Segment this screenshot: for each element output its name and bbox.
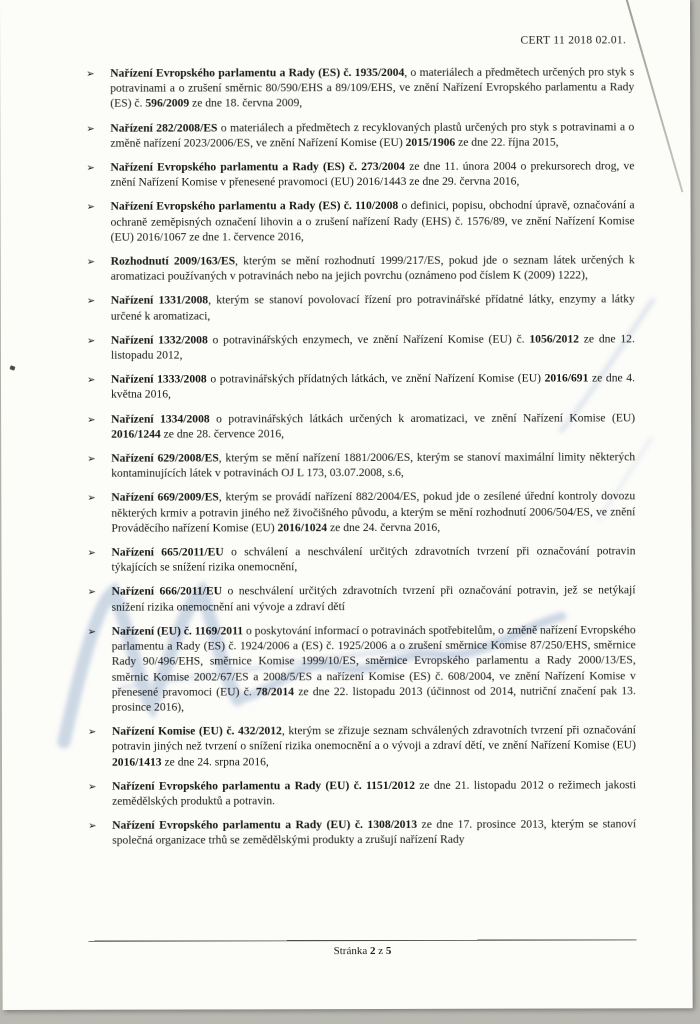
arrow-bullet-icon: ➢ — [86, 162, 95, 174]
list-item-text: Nařízení 666/2011/EU o neschválení určitých zdravotních tvrzení při označování potravin, jež se netýkají snížení rizika onemocnění ani vývoje a zdraví dětí — [111, 583, 636, 614]
list-item — [88, 816, 636, 848]
arrow-bullet-icon: ➢ — [86, 335, 96, 347]
footer-separator: z — [375, 944, 386, 958]
arrow-bullet-icon: ➢ — [87, 587, 96, 599]
document-header — [0, 34, 626, 48]
arrow-bullet-icon: ➢ — [86, 123, 95, 135]
footer-label: Stránka — [333, 945, 370, 958]
list-item — [87, 449, 635, 481]
header-reference-number: CERT 11 2018 02.01. — [520, 34, 627, 47]
list-item-text: Nařízení Evropského parlamentu a Rady (EU) č. 1308/2013 ze dne 17. prosince 2013, kterým se stanoví společná organizace trhů se zemědělskými produkty a zrušují nařízení Rady — [112, 817, 637, 848]
arrow-bullet-icon: ➢ — [88, 781, 97, 793]
list-item — [87, 331, 635, 363]
arrow-bullet-icon: ➢ — [87, 453, 96, 465]
arrow-bullet-icon: ➢ — [86, 375, 96, 387]
list-item — [87, 489, 635, 536]
arrow-bullet-icon: ➢ — [86, 202, 95, 214]
list-item-text: Rozhodnutí 2009/163/ES, kterým se mění rozhodnutí 1999/217/ES, pokud jde o seznam látek určených k aromatizaci používaných v potravinách nebo na jejich povrchu (oznámeno pod číslem K (2009) 1222), — [110, 253, 635, 283]
list-item — [87, 371, 635, 403]
list-item — [87, 410, 635, 442]
arrow-bullet-icon: ➢ — [87, 626, 97, 638]
footer-total-pages: 5 — [385, 944, 392, 957]
list-item — [87, 198, 635, 245]
list-item-text: Nařízení 1332/2008 o potravinářských enzymech, ve znění Nařízení Komise (EU) č. 1056/2012 ze dne 12. listopadu 2012, — [110, 332, 635, 362]
arrow-bullet-icon: ➢ — [88, 820, 97, 832]
list-item-text: Nařízení 665/2011/EU o schválení a neschválení určitých zdravotních tvrzení při označování potravin týkajících se snížení rizika onemocnění, — [111, 544, 636, 574]
list-item-text: Nařízení Evropského parlamentu a Rady (EU) č. 1151/2012 ze dne 21. listopadu 2012 o režimech jakosti zemědělských produktů a potravin. — [112, 778, 637, 808]
list-item-text: Nařízení 1333/2008 o potravinářských přídatných látkách, ve znění Nařízení Komise (EU) 2016/691 ze dne 4. května 2016, — [110, 371, 635, 402]
list-item — [87, 543, 635, 575]
arrow-bullet-icon: ➢ — [87, 547, 96, 559]
list-item — [86, 119, 634, 151]
arrow-bullet-icon: ➢ — [87, 414, 96, 426]
list-item-text: Nařízení Evropského parlamentu a Rady (ES) č. 273/2004 ze dne 11. února 2004 o prekursorech drog, ve znění Nařízení Komise v přenesené pravomoci (EU) 2016/1443 ze dne 29. června 2016, — [110, 159, 635, 189]
list-item — [88, 622, 636, 715]
page-number — [88, 940, 636, 957]
list-item-text: Nařízení 629/2008/ES, kterým se mění nařízení 1881/2006/ES, kterým se stanoví maximální limity některých kontaminujících látek v potravinách OJ L 173, 03.07.2008, s.6, — [111, 450, 636, 480]
list-item — [87, 292, 635, 324]
list-item-text: Nařízení 669/2009/ES, kterým se provádí nařízení 882/2004/ES, pokud jde o zesílené úřední kontroly dovozu některých krmiv a potravin jiného než živočišného původu, a kterým se mění rozhodnutí 2006/504/ES, ve znění Prováděcího nařízení Komise (EU) 2016/1024 ze dne 24. června 2016, — [111, 489, 636, 535]
list-item — [88, 583, 636, 615]
arrow-bullet-icon: ➢ — [86, 68, 95, 80]
regulation-list — [86, 64, 636, 857]
arrow-bullet-icon: ➢ — [87, 726, 97, 738]
document-footer — [88, 939, 636, 957]
list-item-text: Nařízení Komise (EU) č. 432/2012, kterým se zřizuje seznam schválených zdravotních tvrzení při označování potravin jiných než tvrzení o snížení rizika onemocnění a o vývoji a zdraví dětí, ve znění Nařízení Komise (EU) 2016/1413 ze dne 24. srpna 2016, — [111, 723, 636, 769]
list-item — [86, 158, 634, 190]
list-item-text: Nařízení (EU) č. 1169/2011 o poskytování informací o potravinách spotřebitelům, o změně nařízení Evropského parlamentu a Rady (ES) č. 1924/2006 a (ES) č. 1925/2006 a o zrušení směrnice Komise 87/250/EHS, směrnice Rady 90/496/EHS, směrnice Komise 1999/10/ES, směrnice Evropského parlamentu a Rady 2000/13/ES, směrnic Komise 2002/67/ES a 2008/5/ES a nařízení Komise (ES) č. 608/2004, ve znění Nařízení Komise v přenesené pravomoci (EU) č. 78/2014 ze dne 22. listopadu 2013 (účinnost od 2014, nutriční značení pak 13. prosince 2016), — [111, 623, 636, 714]
scan-ink-speck — [9, 365, 15, 370]
list-item-text: Nařízení 1334/2008 o potravinářských látkách určených k aromatizaci, ve znění Nařízení Komise (EU) 2016/1244 ze dne 28. července 2016, — [111, 410, 636, 441]
arrow-bullet-icon: ➢ — [87, 493, 96, 505]
list-item — [86, 64, 634, 111]
arrow-bullet-icon: ➢ — [86, 296, 96, 308]
list-item-text: Nařízení 282/2008/ES o materiálech a předmětech z recyklovaných plastů určených pro styk s potravinami a o změně nařízení 2023/2006/ES, ve znění Nařízení Komise (EU) 2015/1906 ze dne 22. října 2015, — [110, 119, 635, 150]
list-item — [88, 722, 636, 769]
list-item — [87, 252, 635, 284]
list-item-text: Nařízení Evropského parlamentu a Rady (ES) č. 110/2008 o definici, popisu, obchodní úpravě, označování a ochraně zeměpisných označení lihovin a o zrušení nařízení Rady (EHS) č. 1576/89, ve znění Nařízení Komise (EU) 2016/1067 ze dne 1. července 2016, — [110, 198, 635, 244]
arrow-bullet-icon: ➢ — [86, 256, 96, 268]
footer-current-page: 2 — [369, 945, 376, 958]
list-item-text: Nařízení Evropského parlamentu a Rady (ES) č. 1935/2004, o materiálech a předmětech určených pro styk s potravinami a o zrušení směrnic 80/590/EHS a 89/109/EHS, ve znění Nařízení Evropského parlamentu a Rady (ES) č. 596/2009 ze dne 18. června 2009, — [110, 65, 635, 111]
list-item — [88, 777, 636, 809]
list-item-text: Nařízení 1331/2008, kterým se stanoví povolovací řízení pro potravinářské přídatné látky, enzymy a látky určené k aromatizaci, — [110, 292, 635, 323]
